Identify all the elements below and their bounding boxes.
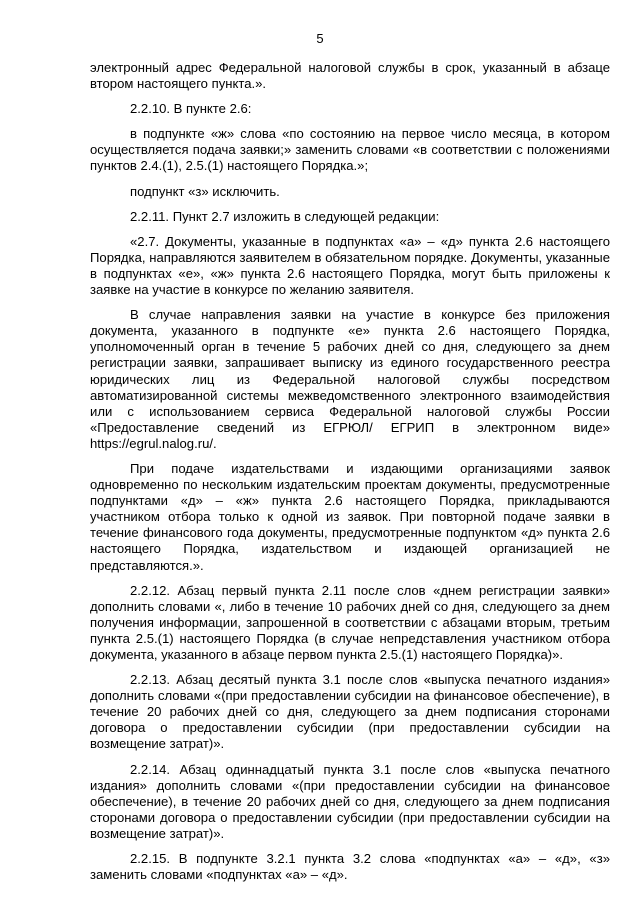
paragraph: 2.2.14. Абзац одиннадцатый пункта 3.1 после слов «выпуска печатного издания» дополнить словами «(при предоставлении субсидии на финансовое обеспечение), в течение 20 рабочих дней со дня, следующего за днем подписания сторонами договора о предоставлении субсидии (при предоставлении субсидии на возмещение затрат)». [90,761,610,841]
paragraph: В случае направления заявки на участие в конкурсе без приложения документа, указанного в подпункте «е» пункта 2.6 настоящего Порядка, уполномоченный орган в течение 5 рабочих дней со дня, следующего за днем регистрации заявки, запрашивает выписку из единого государственного реестра юридических лиц из Федеральной налоговой службы посредством автоматизированной системы межведомственного электронного взаимодействия или с использованием сервиса Федеральной налоговой службы России «Предоставление сведений из ЕГРЮЛ/ ЕГРИП в электронном виде» https://egrul.nalog.ru/. [90,307,610,451]
page-number: 5 [316,31,324,46]
document-body [90,60,610,892]
paragraph: электронный адрес Федеральной налоговой службы в срок, указанный в абзаце втором настоящего пункта.». [90,60,610,92]
paragraph: 2.2.10. В пункте 2.6: [130,101,252,117]
paragraph: 2.2.11. Пункт 2.7 изложить в следующей редакции: [130,208,440,224]
paragraph: «2.7. Документы, указанные в подпунктах «а» – «д» пункта 2.6 настоящего Порядка, направляются заявителем в обязательном порядке. Документы, указанные в подпунктах «е», «ж» пункта 2.6 настоящего Порядка, могут быть приложены к заявке на участие в конкурсе по желанию заявителя. [90,233,610,298]
paragraph: подпункт «з» исключить. [130,183,280,199]
paragraph: 2.2.15. В подпункте 3.2.1 пункта 3.2 слова «подпунктах «а» – «д», «з» заменить словами «подпунктах «а» – «д». [90,851,610,883]
paragraph: 2.2.12. Абзац первый пункта 2.11 после слов «днем регистрации заявки» дополнить словами «, либо в течение 10 рабочих дней со дня, следующего за днем получения информации, запрошенной в соответствии с абзацами вторым, третьим пункта 2.5.(1) настоящего Порядка (в случае непредставления участником отбора документа, указанного в абзаце первом пункта 2.5.(1) настоящего Порядка)». [90,582,610,662]
paragraph: При подаче издательствами и издающими организациями заявок одновременно по нескольким издательским проектам документы, предусмотренные подпунктами «д» – «ж» пункта 2.6 настоящего Порядка, прикладываются участником отбора только к одной из заявок. При повторной подаче заявки в течение финансового года документы, предусмотренные подпунктом «д» пункта 2.6 настоящего Порядка, издательством и издающей организацией не представляются.». [90,460,610,573]
paragraph: 2.2.13. Абзац десятый пункта 3.1 после слов «выпуска печатного издания» дополнить словами «(при предоставлении субсидии на финансовое обеспечение), в течение 20 рабочих дней со дня, следующего за днем подписания сторонами договора о предоставлении субсидии (при предоставлении субсидии на возмещение затрат)». [90,672,610,752]
paragraph: в подпункте «ж» слова «по состоянию на первое число месяца, в котором осуществляется подача заявки;» заменить словами «в соответствии с положениями пунктов 2.4.(1), 2.5.(1) настоящего Порядка.»; [90,126,610,174]
